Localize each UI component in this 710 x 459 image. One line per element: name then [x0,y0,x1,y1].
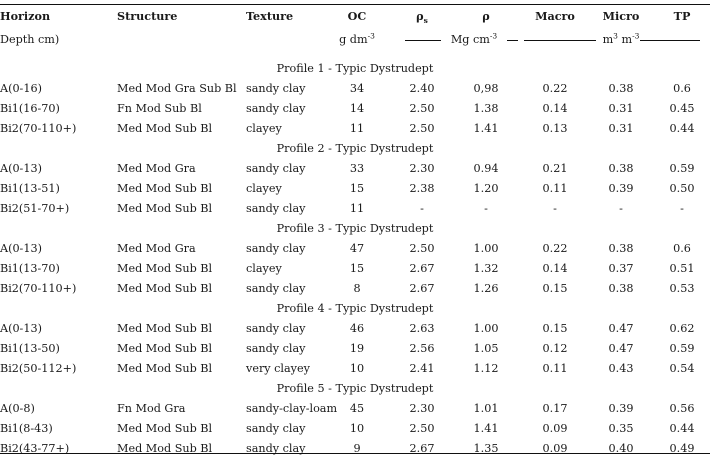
cell-texture: sandy clay [246,202,306,215]
units-density-base: Mg cm [450,33,490,46]
cell-texture: sandy clay [246,82,306,95]
cell-macro: 0.13 [542,122,568,135]
profile-title: Profile 3 - Typic Dystrudept [276,222,434,235]
cell-oc: 9 [353,442,361,455]
cell-micro: 0.35 [608,422,634,435]
cell-bulk-density: 1.00 [473,322,499,335]
cell-bulk-density: 1.35 [473,442,499,455]
cell-micro: 0.31 [608,102,634,115]
cell-particle-density: 2.67 [409,282,435,295]
cell-oc: 11 [349,202,365,215]
cell-horizon: A(0-13) [0,162,42,175]
cell-horizon: Bi2(70-110+) [0,282,77,295]
cell-oc: 46 [349,322,365,335]
bottom-rule [0,453,710,454]
cell-tp: 0.50 [669,182,695,195]
header-particle-density [402,6,442,26]
cell-micro: 0.39 [608,402,634,415]
table-row [0,199,710,219]
cell-oc: 8 [353,282,361,295]
cell-texture: clayey [246,182,282,195]
cell-micro: - [619,202,623,215]
cell-bulk-density: 1.32 [473,262,499,275]
table-row [0,159,710,179]
cell-texture: clayey [246,122,282,135]
cell-tp: 0.51 [669,262,695,275]
header-oc: OC [347,9,367,23]
cell-tp: 0.53 [669,282,695,295]
cell-structure: Med Mod Sub Bl [117,122,213,135]
cell-macro: 0.12 [542,342,568,355]
density-bracket-left [405,40,441,41]
table-row [0,179,710,199]
table-row [0,79,710,99]
cell-macro: 0.11 [542,182,568,195]
cell-texture: sandy clay [246,342,306,355]
cell-macro: 0.21 [542,162,568,175]
cell-particle-density: 2.38 [409,182,435,195]
table-row [0,359,710,379]
cell-texture: sandy-clay-loam [246,402,338,415]
cell-bulk-density: 0,98 [473,82,499,95]
cell-horizon: A(0-13) [0,242,42,255]
cell-macro: 0.14 [542,262,568,275]
cell-structure: Med Mod Sub Bl [117,342,213,355]
cell-macro: 0.15 [542,322,568,335]
cell-micro: 0.43 [608,362,634,375]
cell-structure: Med Mod Sub Bl [117,282,213,295]
cell-tp: 0.49 [669,442,695,455]
cell-tp: 0.45 [669,102,695,115]
cell-macro: 0.22 [542,242,568,255]
cell-bulk-density: 1.38 [473,102,499,115]
cell-particle-density: 2.30 [409,162,435,175]
cell-particle-density: 2.67 [409,442,435,455]
cell-particle-density: 2.50 [409,122,435,135]
cell-texture: sandy clay [246,242,306,255]
cell-micro: 0.47 [608,342,634,355]
cell-tp: 0.54 [669,362,695,375]
units-oc-exponent: -3 [367,31,375,41]
cell-oc: 15 [349,262,365,275]
density-bracket-right [507,40,518,41]
cell-particle-density: 2.30 [409,402,435,415]
top-rule [0,4,710,5]
profile-title: Profile 1 - Typic Dystrudept [276,62,434,75]
cell-bulk-density: - [484,202,488,215]
cell-horizon: A(0-8) [0,402,35,415]
cell-particle-density: 2.63 [409,322,435,335]
cell-micro: 0.37 [608,262,634,275]
cell-tp: 0.6 [673,242,691,255]
cell-particle-density: 2.56 [409,342,435,355]
header-particle-density-subscript: s [423,16,428,26]
units-density [441,30,507,50]
cell-horizon: A(0-16) [0,82,42,95]
table-row [0,419,710,439]
cell-structure: Med Mod Sub Bl [117,322,213,335]
units-porosity-m: m [602,33,614,46]
profile-title: Profile 5 - Typic Dystrudept [276,382,434,395]
cell-texture: sandy clay [246,322,306,335]
header-micro: Micro [602,9,640,23]
cell-oc: 47 [349,242,365,255]
cell-texture: sandy clay [246,162,306,175]
cell-micro: 0.31 [608,122,634,135]
cell-structure: Med Mod Sub Bl [117,262,213,275]
cell-macro: 0.17 [542,402,568,415]
cell-horizon: Bi2(50-112+) [0,362,77,375]
table-row [0,99,710,119]
header-bulk-density: ρ [482,9,490,23]
profile-title: Profile 4 - Typic Dystrudept [276,302,434,315]
cell-macro: 0.09 [542,422,568,435]
cell-particle-density: 2.40 [409,82,435,95]
units-depth: Depth cm) [0,33,60,46]
cell-horizon: Bi2(43-77+) [0,442,70,455]
cell-tp: 0.56 [669,402,695,415]
cell-horizon: Bi2(51-70+) [0,202,70,215]
header-structure: Structure [117,9,178,23]
header-row [0,6,710,26]
cell-macro: 0.09 [542,442,568,455]
cell-macro: 0.15 [542,282,568,295]
units-porosity [596,30,646,50]
cell-texture: sandy clay [246,442,306,455]
units-density-exponent: -3 [489,31,498,41]
cell-particle-density: 2.50 [409,102,435,115]
table-row [0,259,710,279]
cell-oc: 19 [349,342,365,355]
table-row [0,279,710,299]
cell-structure: Med Mod Gra Sub Bl [117,82,237,95]
cell-particle-density: 2.41 [409,362,435,375]
profile-title: Profile 2 - Typic Dystrudept [276,142,434,155]
cell-texture: sandy clay [246,102,306,115]
cell-structure: Fn Mod Sub Bl [117,102,202,115]
cell-tp: 0.59 [669,162,695,175]
units-oc-base: g dm [339,33,368,46]
cell-bulk-density: 1.41 [473,122,499,135]
cell-structure: Med Mod Sub Bl [117,442,213,455]
cell-horizon: Bi1(13-70) [0,262,60,275]
cell-micro: 0.38 [608,82,634,95]
cell-horizon: Bi1(13-50) [0,342,60,355]
cell-structure: Med Mod Gra [117,162,196,175]
table-row [0,319,710,339]
cell-particle-density: 2.50 [409,422,435,435]
cell-oc: 45 [349,402,365,415]
cell-bulk-density: 0.94 [473,162,499,175]
cell-micro: 0.47 [608,322,634,335]
cell-horizon: Bi2(70-110+) [0,122,77,135]
cell-structure: Med Mod Sub Bl [117,422,213,435]
table-row [0,119,710,139]
cell-bulk-density: 1.01 [473,402,499,415]
cell-oc: 10 [349,362,365,375]
header-particle-density-symbol: ρ [416,9,424,23]
cell-bulk-density: 1.00 [473,242,499,255]
cell-bulk-density: 1.20 [473,182,499,195]
units-porosity-exponent-1: 3 [613,31,618,41]
cell-texture: sandy clay [246,282,306,295]
cell-horizon: A(0-13) [0,322,42,335]
cell-macro: 0.11 [542,362,568,375]
header-texture: Texture [246,9,294,23]
cell-bulk-density: 1.41 [473,422,499,435]
cell-tp: - [680,202,684,215]
cell-horizon: Bi1(8-43) [0,422,53,435]
cell-texture: clayey [246,262,282,275]
cell-bulk-density: 1.26 [473,282,499,295]
table-row [0,399,710,419]
header-tp: TP [673,9,691,23]
cell-tp: 0.62 [669,322,695,335]
porosity-bracket-left [524,40,596,41]
cell-oc: 15 [349,182,365,195]
cell-structure: Med Mod Sub Bl [117,182,213,195]
cell-texture: sandy clay [246,422,306,435]
units-row [0,30,710,50]
table-row [0,439,710,459]
cell-bulk-density: 1.12 [473,362,499,375]
cell-micro: 0.40 [608,442,634,455]
cell-tp: 0.44 [669,422,695,435]
cell-structure: Fn Mod Gra [117,402,186,415]
table-row [0,339,710,359]
cell-oc: 14 [349,102,365,115]
cell-macro: - [553,202,557,215]
cell-tp: 0.44 [669,122,695,135]
cell-micro: 0.38 [608,242,634,255]
cell-oc: 34 [349,82,365,95]
cell-tp: 0.59 [669,342,695,355]
cell-micro: 0.38 [608,162,634,175]
cell-structure: Med Mod Sub Bl [117,202,213,215]
header-horizon: Horizon [0,9,51,23]
cell-structure: Med Mod Sub Bl [117,362,213,375]
cell-macro: 0.14 [542,102,568,115]
units-porosity-m2: m [617,33,633,46]
cell-tp: 0.6 [673,82,691,95]
header-macro: Macro [535,9,575,23]
cell-particle-density: 2.50 [409,242,435,255]
cell-horizon: Bi1(16-70) [0,102,60,115]
cell-oc: 11 [349,122,365,135]
cell-micro: 0.39 [608,182,634,195]
cell-oc: 10 [349,422,365,435]
cell-horizon: Bi1(13-51) [0,182,60,195]
porosity-bracket-right [640,40,700,41]
cell-texture: very clayey [246,362,310,375]
cell-particle-density: - [420,202,424,215]
cell-micro: 0.38 [608,282,634,295]
cell-oc: 33 [349,162,365,175]
units-oc [332,30,382,50]
cell-macro: 0.22 [542,82,568,95]
cell-particle-density: 2.67 [409,262,435,275]
cell-bulk-density: 1.05 [473,342,499,355]
units-porosity-exponent-2: -3 [632,31,640,41]
table-row [0,239,710,259]
cell-structure: Med Mod Gra [117,242,196,255]
